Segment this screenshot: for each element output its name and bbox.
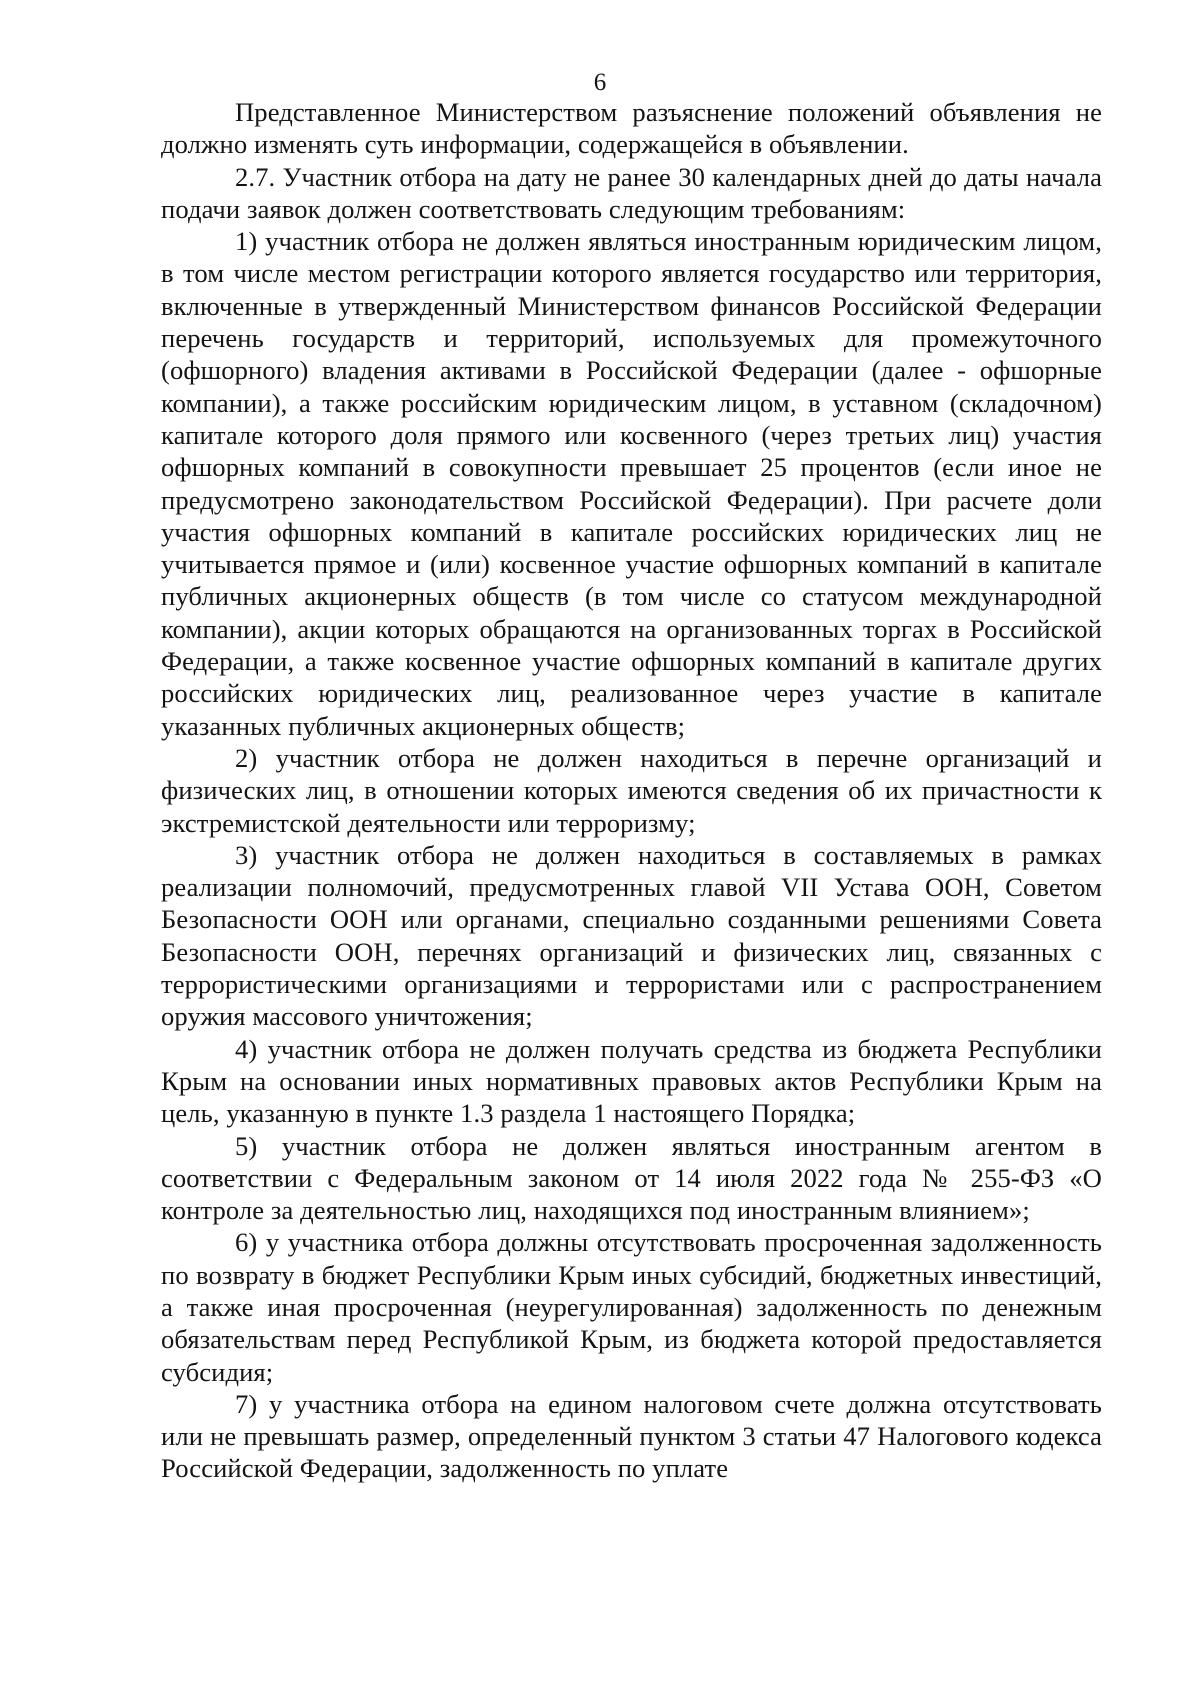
paragraph-requirement-2: 2) участник отбора не должен находиться в перечне организаций и физических лиц, в отношении которых имеются сведения об их причастности к экстремистской деятельности или терроризму; bbox=[161, 742, 1102, 838]
paragraph-requirement-4: 4) участник отбора не должен получать средства из бюджета Республики Крым на основании иных нормативных правовых актов Республики Крым на цель, указанную в пункте 1.3 раздела 1 настоящего Порядка; bbox=[161, 1033, 1102, 1129]
paragraph-requirement-5: 5) участник отбора не должен являться иностранным агентом в соответствии с Федеральным законом от 14 июля 2022 года № 255-ФЗ «О контроле за деятельностью лиц, находящихся под иностранным влиянием»; bbox=[161, 1130, 1102, 1226]
document-body bbox=[161, 96, 1102, 1485]
paragraph-requirement-1: 1) участник отбора не должен являться иностранным юридическим лицом, в том числе местом регистрации которого является государство или территория, включенные в утвержденный Министерством финансов Российской Федерации перечень государств и территорий, используемых для промежуточного (офшорного) владения активами в Российской Федерации (далее - офшорные компании), а также российским юридическим лицом, в уставном (складочном) капитале которого доля прямого или косвенного (через третьих лиц) участия офшорных компаний в совокупности превышает 25 процентов (если иное не предусмотрено законодательством Российской Федерации). При расчете доли участия офшорных компаний в капитале российских юридических лиц не учитывается прямое и (или) косвенное участие офшорных компаний в капитале публичных акционерных обществ (в том числе со статусом международной компании), акции которых обращаются на организованных торгах в Российской Федерации, а также косвенное участие офшорных компаний в капитале других российских юридических лиц, реализованное через участие в капитале указанных публичных акционерных обществ; bbox=[161, 226, 1102, 741]
page-number: 6 bbox=[593, 69, 607, 96]
paragraph-2-7: 2.7. Участник отбора на дату не ранее 30 календарных дней до даты начала подачи заявок должен соответствовать следующим требованиям: bbox=[161, 161, 1102, 224]
paragraph-requirement-6: 6) у участника отбора должны отсутствовать просроченная задолженность по возврату в бюджет Республики Крым иных субсидий, бюджетных инвестиций, а также иная просроченная (неурегулированная) задолженность по денежным обязательствам перед Республикой Крым, из бюджета которой предоставляется субсидия; bbox=[161, 1227, 1102, 1387]
paragraph-clarification: Представленное Министерством разъяснение положений объявления не должно изменять суть информации, содержащейся в объявлении. bbox=[161, 97, 1102, 160]
paragraph-requirement-3: 3) участник отбора не должен находиться в составляемых в рамках реализации полномочий, предусмотренных главой VII Устава ООН, Советом Безопасности ООН или органами, специально созданными решениями Совета Безопасности ООН, перечнях организаций и физических лиц, связанных с террористическими организациями и террористами или с распространением оружия массового уничтожения; bbox=[161, 839, 1102, 1032]
paragraph-requirement-7: 7) у участника отбора на едином налоговом счете должна отсутствовать или не превышать размер, определенный пунктом 3 статьи 47 Налогового кодекса Российской Федерации, задолженность по уплате bbox=[161, 1388, 1102, 1484]
